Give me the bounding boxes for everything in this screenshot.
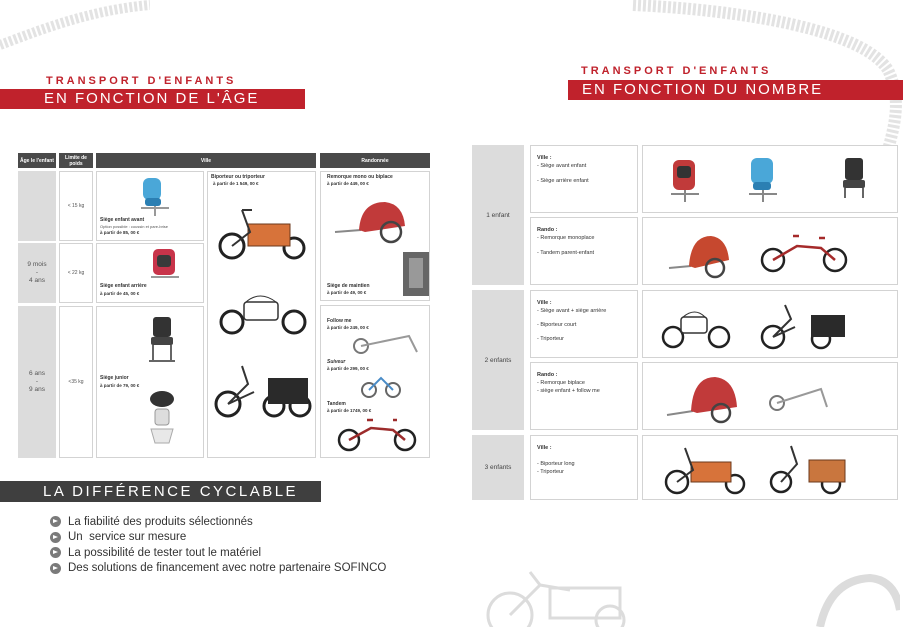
description-cell	[530, 217, 638, 285]
front-child-seat-image	[135, 176, 175, 218]
product-price: à partir de 299, 00 €	[327, 366, 369, 371]
arrow-icon	[50, 547, 61, 558]
description-cell	[530, 435, 638, 500]
table-header-age: Âge le l'enfant	[18, 153, 56, 168]
row-line: - Biporteur long	[537, 461, 575, 467]
follow-me-image	[349, 328, 425, 356]
difference-title: LA DIFFÉRENCE CYCLABLE	[0, 481, 321, 502]
table-header-city: Ville	[96, 153, 316, 168]
age-cell: 9 mois - 4 ans	[18, 243, 56, 303]
product-price: à partir de 79, 00 €	[100, 383, 140, 388]
tricycle-cargo-image	[761, 301, 849, 351]
trailer-bike-image	[361, 372, 401, 398]
row-line: - Triporteur	[537, 336, 564, 342]
black-child-seat-image	[839, 154, 869, 202]
list-item	[50, 514, 386, 530]
image-cell	[642, 217, 898, 285]
list-item	[50, 545, 386, 561]
product-cell-trailer	[320, 171, 430, 301]
row-line: - Siège avant enfant	[537, 163, 587, 169]
arrow-icon	[50, 516, 61, 527]
row-line: - Siège arrière enfant	[537, 178, 589, 184]
product-title: Tandem	[327, 401, 346, 407]
product-price: à partir de 85, 00 €	[100, 230, 140, 235]
product-cell-cargo-bike	[207, 171, 316, 458]
row-title: Ville :	[537, 445, 552, 451]
weight-limit-cell: < 22 kg	[59, 243, 93, 303]
junior-seat-image	[145, 315, 179, 367]
product-price: à partir de 449, 00 €	[327, 181, 369, 186]
short-cargo-bike-image	[218, 290, 308, 336]
number-table	[472, 145, 897, 500]
product-title: Siège enfant avant	[100, 217, 145, 223]
row-title: Rando :	[537, 227, 558, 233]
image-cell	[642, 145, 898, 213]
benefits-list	[50, 514, 386, 576]
double-trailer-image	[665, 371, 741, 423]
product-cell-trailer-bikes	[320, 305, 430, 458]
support-seat-image	[401, 250, 431, 300]
parent-child-tandem-image	[759, 230, 849, 274]
image-cell	[642, 435, 898, 500]
product-title: Siège de maintien	[327, 283, 370, 289]
product-price: à partir de 45, 00 €	[100, 291, 140, 296]
tricycle-cargo-image	[214, 362, 310, 418]
description-cell	[530, 362, 638, 430]
product-title: Biporteur ou triporteur	[211, 174, 265, 180]
product-price: à partir de 49, 00 €	[327, 290, 367, 295]
image-cell	[642, 362, 898, 430]
table-header-weight: Limite de poids	[59, 153, 93, 168]
right-section-title: EN FONCTION DU NOMBRE	[568, 80, 903, 100]
left-section-title: EN FONCTION DE L'ÂGE	[0, 89, 305, 109]
product-option: Option possible : coussin et pare-brise	[100, 224, 169, 229]
row-title: Rando :	[537, 372, 558, 378]
row-line: - siège enfant + follow me	[537, 388, 600, 394]
row-title: Ville :	[537, 155, 552, 161]
single-trailer-image	[665, 228, 735, 278]
benefit-text: Des solutions de financement avec notre partenaire SOFINCO	[68, 562, 387, 575]
description-cell	[530, 145, 638, 213]
weight-limit-cell: <35 kg	[59, 306, 93, 458]
list-item	[50, 561, 386, 577]
tricycle-box-bike-image	[769, 442, 849, 496]
row-line: - Tandem parent-enfant	[537, 250, 595, 256]
bakfiets-cargo-bike-image	[216, 202, 308, 264]
age-table	[18, 153, 430, 458]
product-price: à partir de 1 549, 00 €	[213, 181, 259, 186]
blue-child-seat-image	[743, 154, 783, 204]
product-title: Siège junior	[100, 375, 129, 381]
product-title: Remorque mono ou biplace	[327, 174, 393, 180]
benefit-text: La fiabilité des produits sélectionnés	[68, 515, 253, 528]
junior-saddle-seat-image	[145, 389, 179, 451]
tandem-bike-image	[337, 416, 419, 452]
age-cell: 6 ans - 9 ans	[18, 306, 56, 458]
description-cell	[530, 290, 638, 358]
image-cell	[642, 290, 898, 358]
group-label: 2 enfants	[472, 290, 524, 430]
product-cell-junior-seat	[96, 306, 204, 458]
long-cargo-bike-image	[663, 442, 747, 496]
benefit-text: La possibilité de tester tout le matériel	[68, 546, 262, 559]
product-title: Siège enfant arrière	[100, 283, 147, 289]
group-label: 3 enfants	[472, 435, 524, 500]
benefit-text: Un service sur mesure	[68, 531, 187, 544]
row-line: - Remorque biplace	[537, 380, 585, 386]
row-line: - Remorque monoplace	[537, 235, 595, 241]
tire-track-decoration	[0, 0, 150, 60]
short-cargo-bike-image	[661, 305, 731, 349]
bike-watermark-illustration	[480, 570, 900, 627]
right-section-kicker: TRANSPORT D'ENFANTS	[581, 65, 772, 77]
row-title: Ville :	[537, 300, 552, 306]
row-line: - Triporteur	[537, 469, 564, 475]
red-child-seat-image	[665, 156, 705, 204]
product-title: Follow me	[327, 318, 352, 324]
weight-limit-cell: < 15 kg	[59, 171, 93, 241]
left-section-kicker: TRANSPORT D'ENFANTS	[46, 75, 237, 87]
age-cell-blank	[18, 171, 56, 241]
group-label: 1 enfant	[472, 145, 524, 285]
table-header-hike: Randonnée	[320, 153, 430, 168]
product-cell-rear-seat	[96, 243, 204, 303]
product-cell-front-seat	[96, 171, 204, 241]
arrow-icon	[50, 532, 61, 543]
row-line: - Biporteur court	[537, 322, 577, 328]
rear-child-seat-image	[147, 247, 183, 287]
arrow-icon	[50, 563, 61, 574]
list-item	[50, 530, 386, 546]
product-price: à partir de 249, 00 €	[327, 325, 369, 330]
row-line: - Siège avant + siège arrière	[537, 308, 607, 314]
child-trailer-image	[331, 192, 411, 244]
follow-me-image	[765, 375, 835, 415]
product-title: Suiveur	[327, 359, 346, 365]
product-price: à partir de 1749, 00 €	[327, 408, 372, 413]
